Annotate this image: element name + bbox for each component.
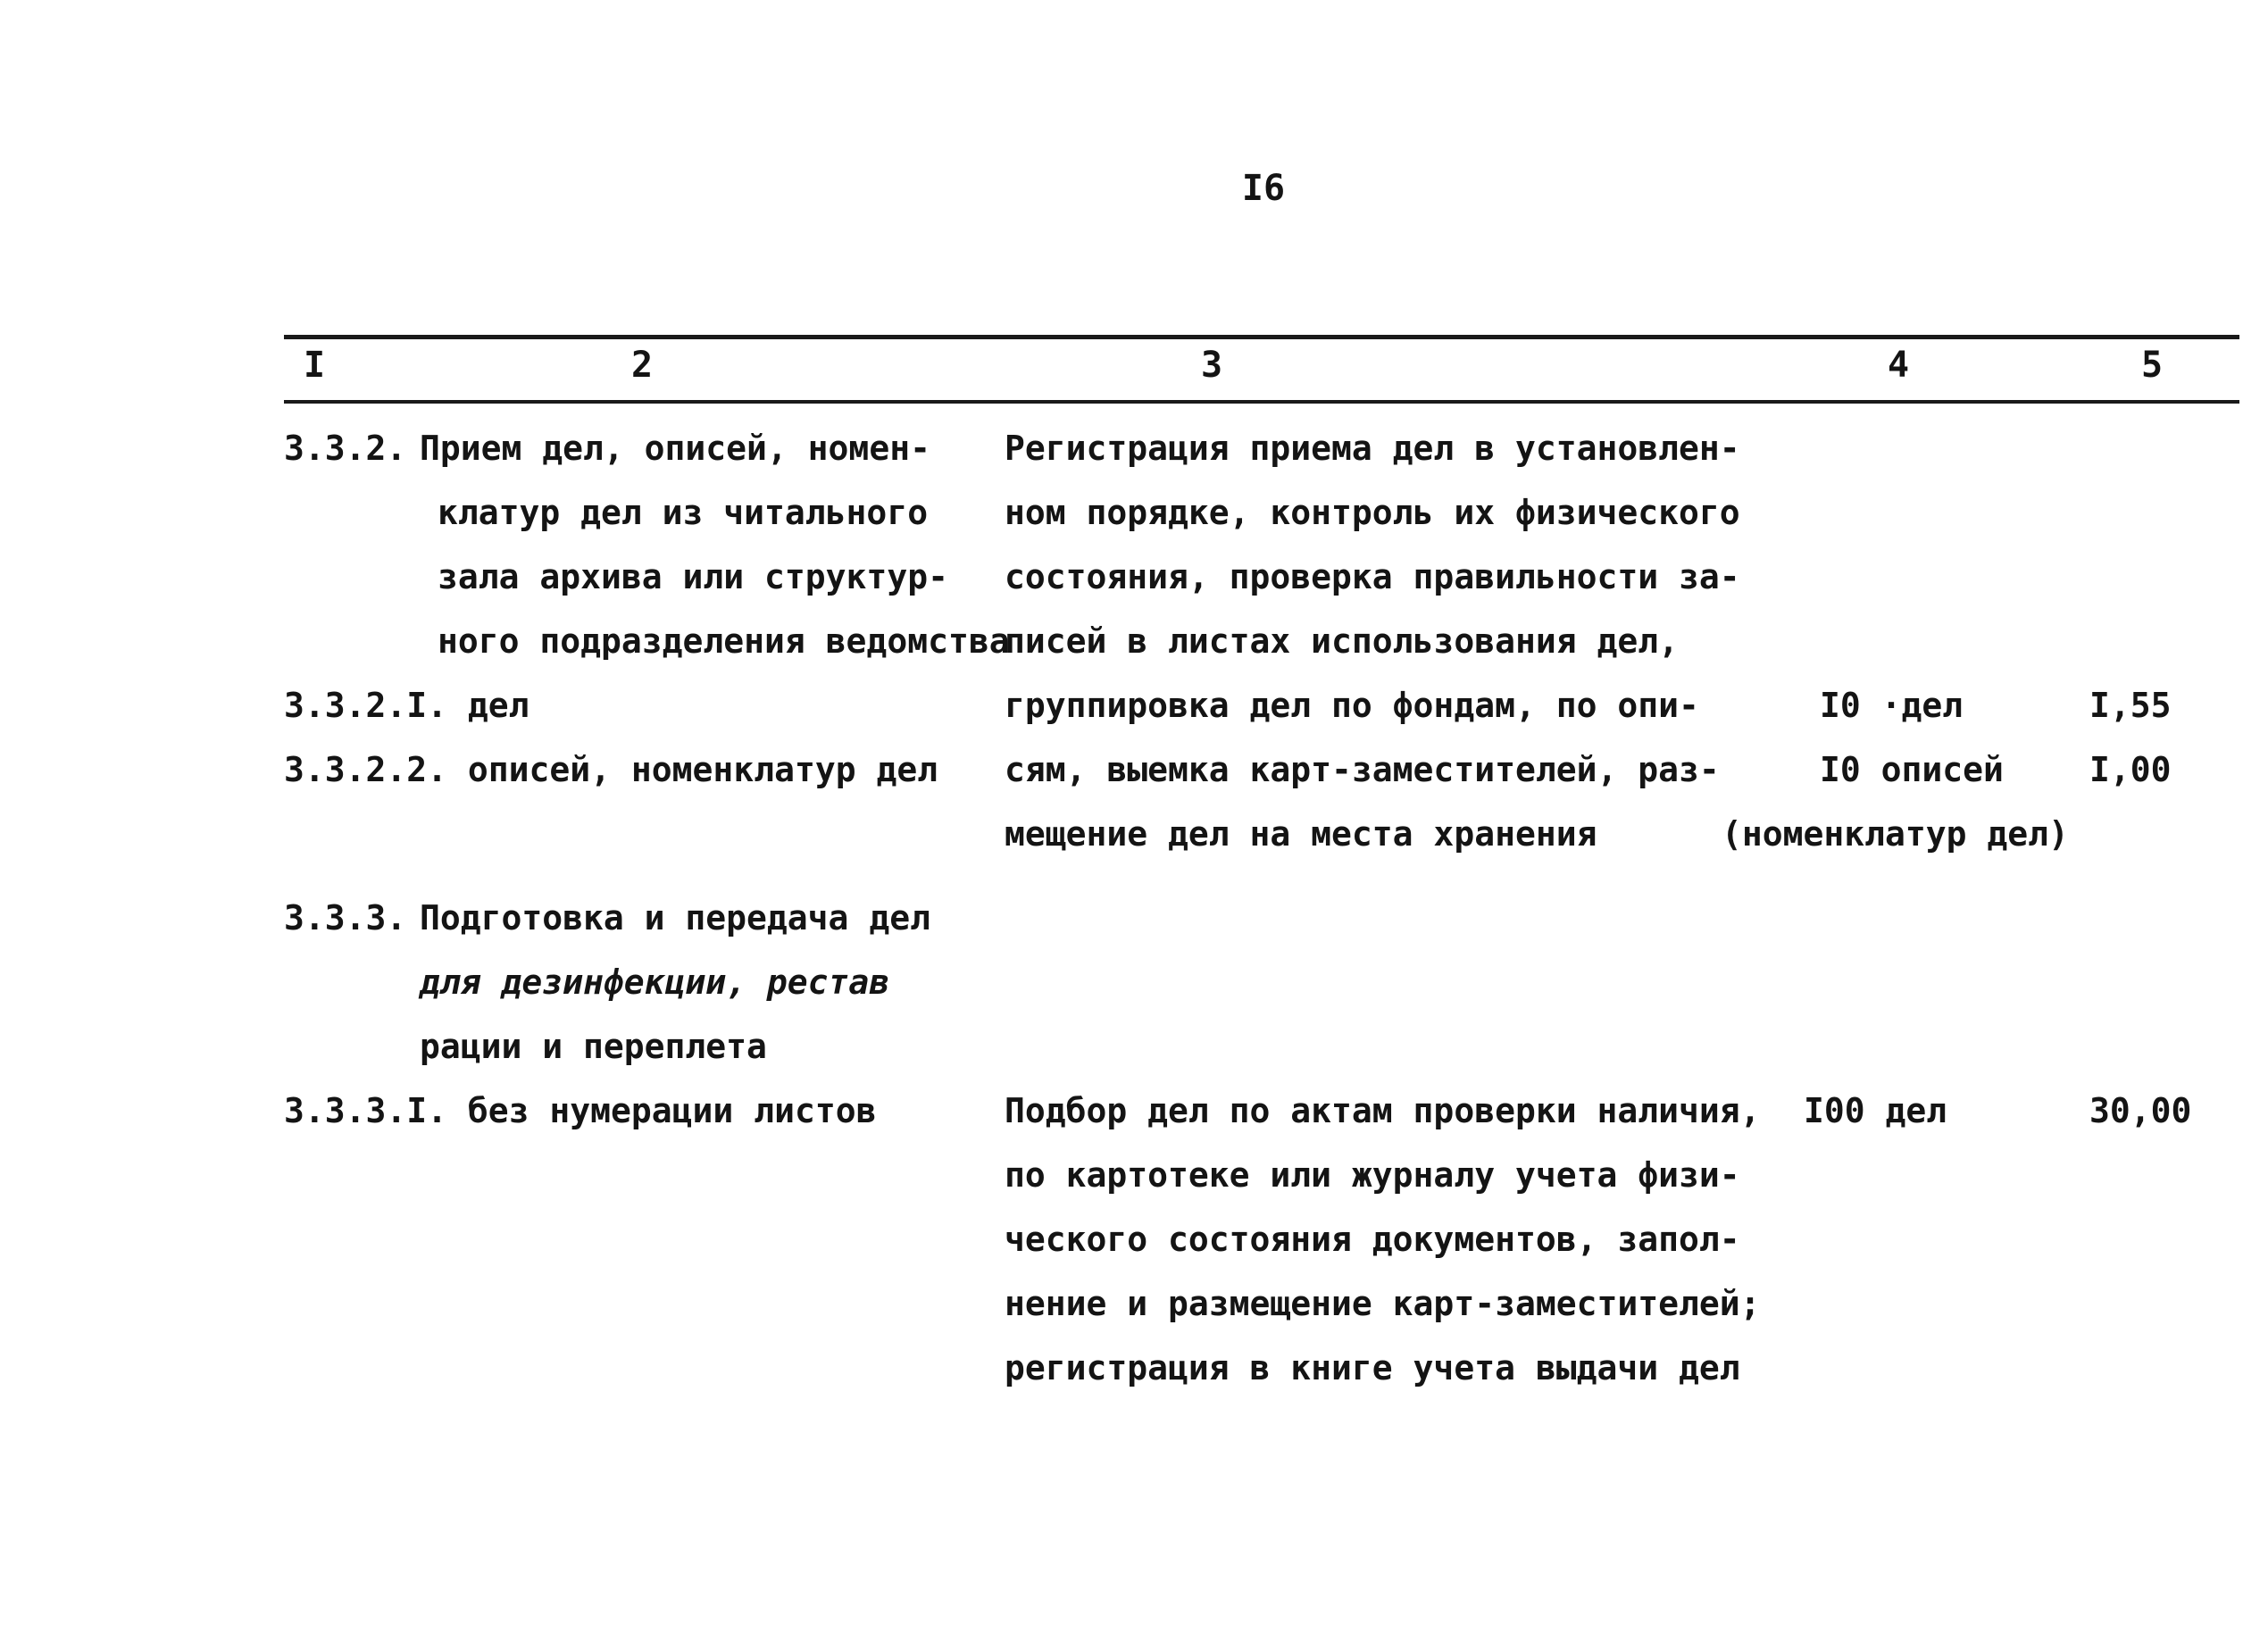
item-title-line — [420, 950, 889, 1014]
item-title-line-italic: для дезинфекции, рестав — [420, 962, 890, 1002]
description-line: регистрация в книге учета выдачи дел — [1005, 1348, 1740, 1388]
item-title-line: ного подразделения ведомства — [438, 621, 1010, 661]
subitem-3-3-2-1: 3.3.2.I. дел — [284, 686, 529, 725]
unit-3-3-2-2: I0 описей — [1820, 750, 2004, 789]
subitem-3-3-2-2: 3.3.2.2. описей, номенклатур дел — [284, 750, 938, 789]
subitem-3-3-3-1: 3.3.3.I. без нумерации листов — [284, 1091, 877, 1130]
description-line: ческого состояния документов, запол- — [1005, 1220, 1740, 1259]
description-line: Подбор дел по актам проверки наличия, — [1005, 1091, 1761, 1130]
table-top-rule — [284, 335, 2239, 339]
item-title-line: рации и переплета — [420, 1027, 767, 1066]
item-title-line: Прием дел, описей, номен- — [420, 429, 930, 468]
column-header-1: I — [304, 345, 326, 386]
unit-3-3-3-1: I00 дел — [1804, 1091, 1947, 1130]
table-header-bottom-rule — [284, 400, 2239, 404]
description-line: по картотеке или журналу учета физи- — [1005, 1155, 1740, 1195]
description-line: писей в листах использования дел, — [1005, 621, 1679, 661]
description-line: группировка дел по фондам, по опи- — [1005, 686, 1699, 725]
description-line: мещение дел на места хранения — [1005, 814, 1597, 854]
item-code-3-3-2: 3.3.2. — [284, 429, 407, 468]
item-title-line: клатур дел из читального — [438, 493, 929, 532]
description-line: ном порядке, контроль их физического — [1005, 493, 1740, 532]
norm-3-3-3-1: 30,00 — [2089, 1091, 2192, 1130]
unit-3-3-2-2-line2: (номенклатур дел) — [1722, 814, 2069, 854]
description-line: Регистрация приема дел в установлен- — [1005, 429, 1740, 468]
description-line: состояния, проверка правильности за- — [1005, 557, 1740, 596]
description-line: сям, выемка карт-заместителей, раз- — [1005, 750, 1720, 789]
column-header-2: 2 — [631, 345, 654, 386]
norm-3-3-2-1: I,55 — [2089, 686, 2172, 725]
page-number: I6 — [1241, 168, 1286, 209]
item-code-3-3-3: 3.3.3. — [284, 898, 407, 938]
column-header-5: 5 — [2141, 345, 2164, 386]
item-title-line: Подготовка и передача дел — [420, 898, 930, 938]
unit-3-3-2-1: I0 ·дел — [1820, 686, 1964, 725]
norm-3-3-2-2: I,00 — [2089, 750, 2172, 789]
column-header-3: 3 — [1201, 345, 1223, 386]
item-title-line: зала архива или структур- — [438, 557, 948, 596]
description-line: нение и размещение карт-заместителей; — [1005, 1284, 1761, 1323]
column-header-4: 4 — [1888, 345, 1910, 386]
